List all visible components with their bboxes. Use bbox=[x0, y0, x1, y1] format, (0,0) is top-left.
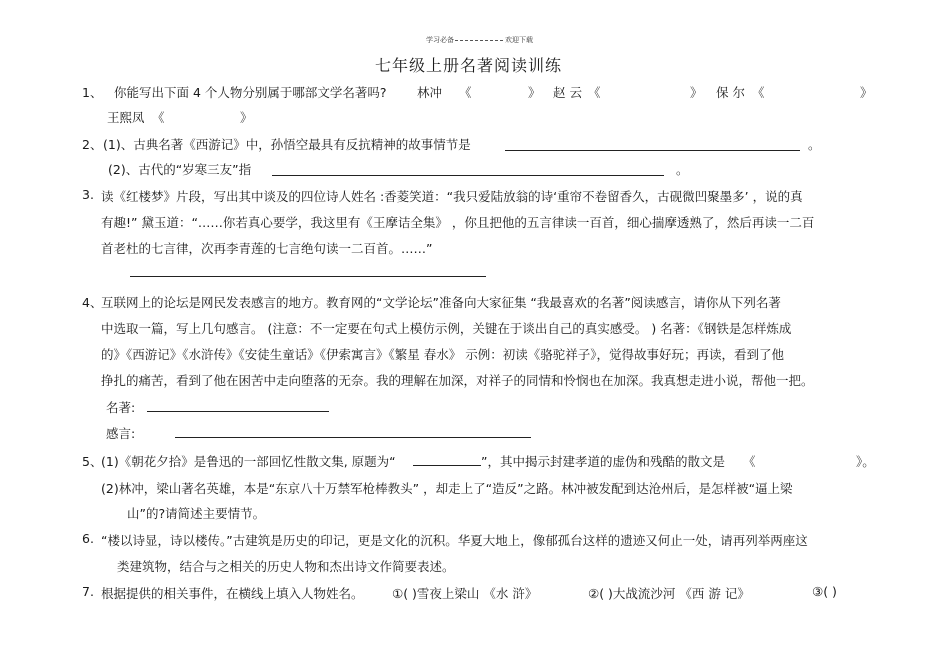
q4-line-4: 挣扎的痛苦，看到了他在困苦中走向堕落的无奈。我的理解在加深，对祥子的同情和怜悯也在加深。我真想走进小说，帮他一把。 bbox=[101, 373, 814, 388]
q1-bracket-open: 《 bbox=[152, 110, 165, 125]
q2-answer-line-2[interactable] bbox=[272, 175, 664, 176]
q5-line-3: 山”的?请简述主要情节。 bbox=[127, 506, 266, 521]
q6-number: 6. bbox=[82, 531, 94, 546]
q3-line-2: 有趣!” 黛玉道：“……你若真心要学，我这里有《王摩诘全集》 ，你且把他的五言律读一百首，细心揣摩透熟了，然后再读一二百 bbox=[101, 215, 815, 230]
q5-bracket-open: 《 bbox=[743, 454, 756, 469]
header-divider bbox=[455, 40, 503, 41]
q3-line-3: 首老杜的七言律，次再李青莲的七言绝句读一二百首。……” bbox=[101, 241, 433, 256]
q4-line-1: 互联网上的论坛是网民发表感言的地方。教育网的“文学论坛”准备向大家征集 “我最喜欢的名著”阅读感言，请你从下列名著 bbox=[101, 295, 781, 310]
q2-part2: (2)、古代的“岁寒三友”指 bbox=[108, 162, 252, 177]
q1-bracket-close: 》 bbox=[240, 110, 253, 125]
q4-feel-answer-line[interactable] bbox=[175, 437, 531, 438]
q6-line-1: “楼以诗显，诗以楼传。”古建筑是历史的印记，更是文化的沉积。华夏大地上，像郁孤台这样的遗迹又何止一处，请再列举两座这 bbox=[101, 533, 808, 548]
q2-end2: 。 bbox=[676, 162, 689, 177]
q7-item-2: ②( )大战流沙河 《西 游 记》 bbox=[588, 586, 750, 601]
header-left: 学习必备 bbox=[426, 36, 454, 44]
q4-line-2: 中选取一篇，写上几句感言。 (注意：不一定要在句式上模仿示例，关键在于谈出自己的真实感受。 ) 名著：《钢铁是怎样炼成 bbox=[101, 321, 792, 336]
q7-text: 根据提供的相关事件，在横线上填入人物姓名。 bbox=[101, 586, 364, 601]
header-right: 欢迎下载 bbox=[505, 36, 533, 44]
q5-line-1b: ”，其中揭示封建孝道的虚伪和残酷的散文是 bbox=[481, 454, 725, 469]
q1-number: 1、 bbox=[82, 85, 103, 100]
q1-bracket-close: 》 bbox=[860, 85, 873, 100]
q4-line-3: 的》《西游记》《水浒传》《安徒生童话》《伊索寓言》《繁星 春水》 示例：初读《骆驼祥子》，觉得故事好玩；再读，看到了他 bbox=[101, 347, 784, 362]
q5-title-answer-line[interactable] bbox=[413, 465, 481, 466]
q1-bracket-open: 《 bbox=[588, 85, 601, 100]
q7-item-1: ①( )雪夜上梁山 《水 浒》 bbox=[392, 586, 538, 601]
q1-person-linchong: 林冲 bbox=[417, 85, 443, 100]
q5-line-1a: (1)《朝花夕拾》是鲁迅的一部回忆性散文集, 原题为“ bbox=[101, 454, 396, 469]
q2-end1: 。 bbox=[808, 137, 821, 152]
q2-number: 2、 bbox=[82, 137, 103, 152]
q1-person-baoer: 保 尔 bbox=[716, 85, 745, 100]
q5-bracket-close: 》。 bbox=[856, 454, 875, 469]
q1-person-zhaoyun: 赵 云 bbox=[553, 85, 582, 100]
q7-item-3: ③( ) bbox=[812, 584, 837, 599]
q1-bracket-close: 》 bbox=[690, 85, 703, 100]
q2-part1: (1)、古典名著《西游记》中，孙悟空最具有反抗精神的故事情节是 bbox=[103, 137, 471, 152]
q4-book-answer-line[interactable] bbox=[147, 411, 329, 412]
page-title: 七年级上册名著阅读训练 bbox=[375, 56, 563, 75]
q2-answer-line-1[interactable] bbox=[505, 150, 800, 151]
q1-bracket-close: 》 bbox=[528, 85, 541, 100]
q1-text: 你能写出下面 4 个人物分别属于哪部文学名著吗? bbox=[114, 85, 387, 100]
q3-line-1: 读《红楼梦》片段，写出其中谈及的四位诗人姓名 :香菱笑道：“我只爱陆放翁的诗‘重帘不卷留香久，古砚微凹聚墨多’ ，说的真 bbox=[101, 189, 803, 204]
q4-label-feel: 感言: bbox=[106, 426, 136, 441]
q1-bracket-open: 《 bbox=[752, 85, 765, 100]
q4-number: 4、 bbox=[82, 295, 103, 310]
q1-person-wangxifeng: 王熙凤 bbox=[107, 110, 145, 125]
q4-label-book: 名著: bbox=[106, 400, 136, 415]
q5-number: 5、 bbox=[82, 454, 103, 469]
q7-number: 7. bbox=[82, 584, 94, 599]
q6-line-2: 类建筑物，结合与之相关的历史人物和杰出诗文作简要表述。 bbox=[117, 559, 455, 574]
q3-number: 3. bbox=[82, 187, 94, 202]
q1-bracket-open: 《 bbox=[459, 85, 472, 100]
q5-line-2: (2)林冲，梁山著名英雄，本是“东京八十万禁军枪棒教头” ，却走上了“造反”之路。林冲被发配到达沧州后，是怎样被“逼上梁 bbox=[101, 481, 793, 496]
q3-answer-line[interactable] bbox=[130, 276, 486, 277]
